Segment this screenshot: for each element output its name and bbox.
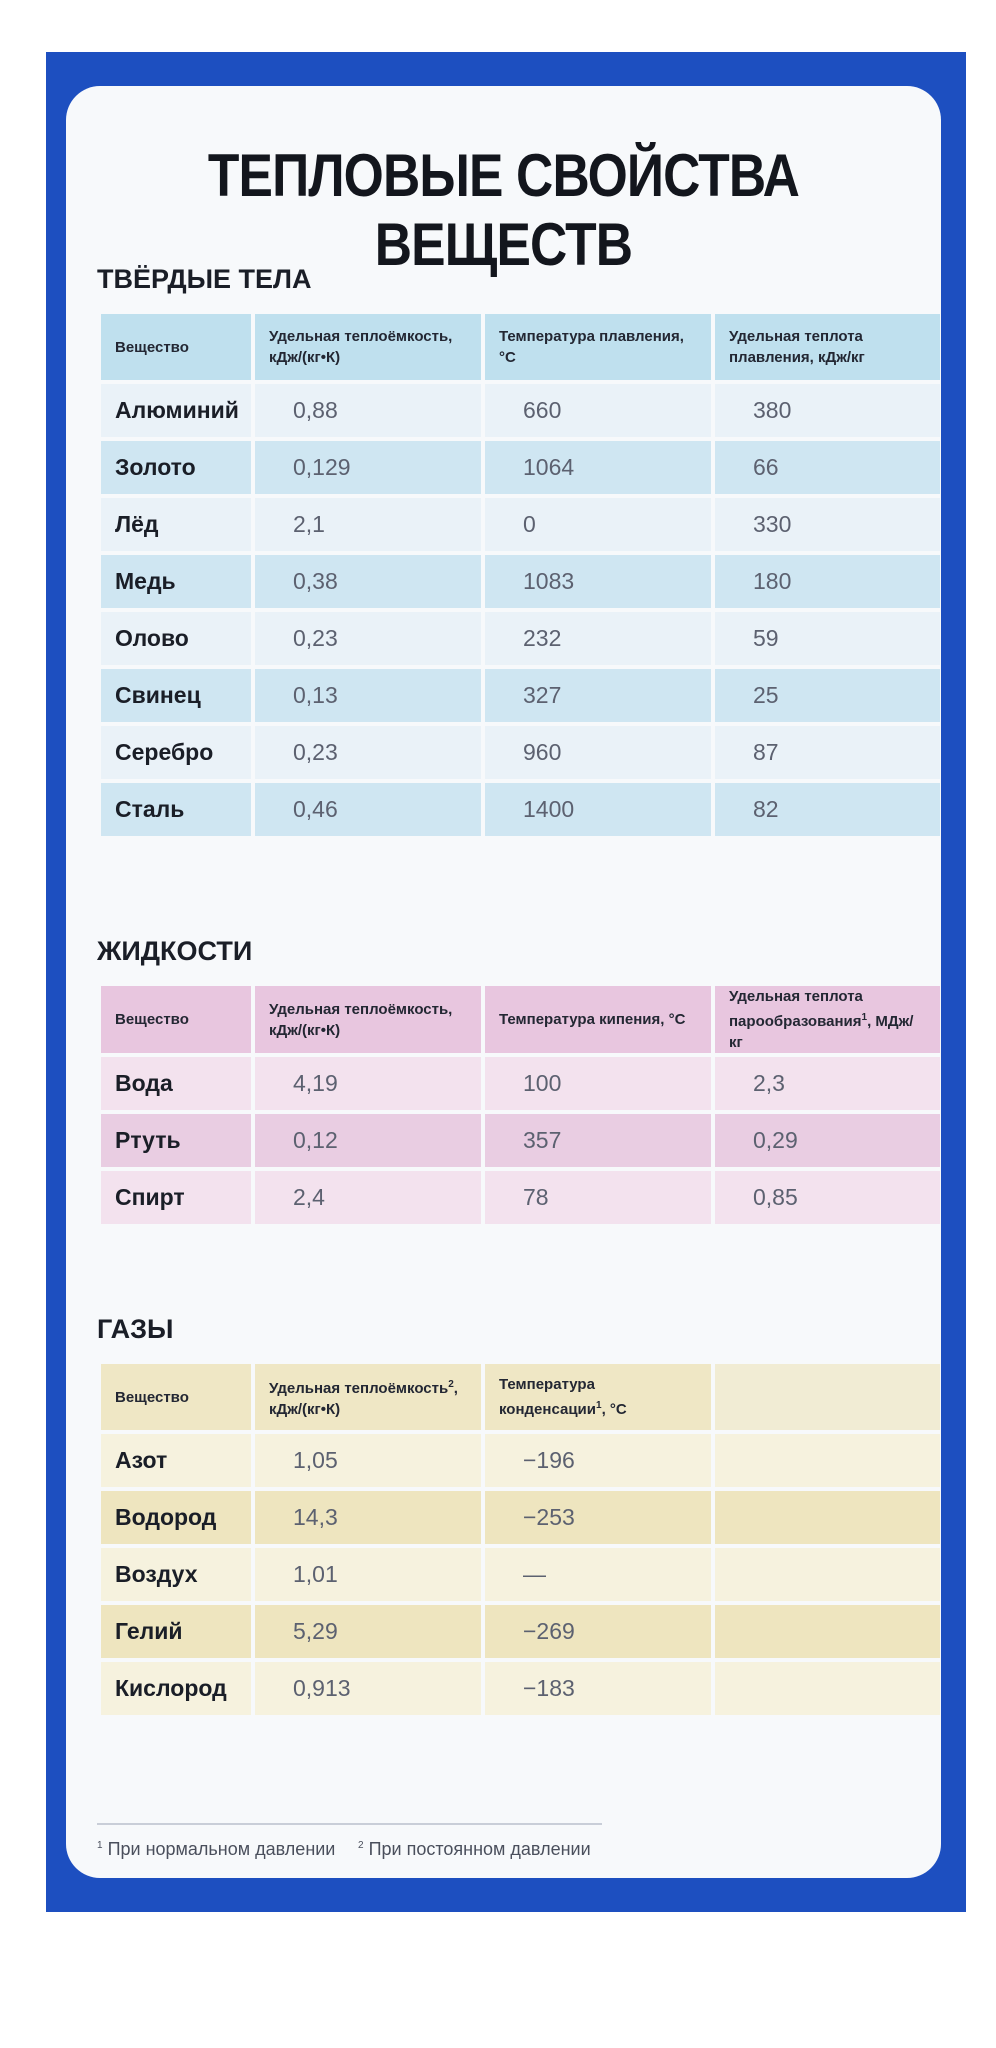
value-cell: 0,23: [255, 612, 481, 665]
table-row: [101, 498, 940, 551]
footnote-divider: [97, 1823, 602, 1825]
value-cell: 4,19: [255, 1057, 481, 1110]
value-cell: 0,29: [715, 1114, 940, 1167]
table-row: [101, 1171, 940, 1224]
footnote-1-mark: 1: [97, 1840, 103, 1851]
table-row: [101, 1662, 940, 1715]
solids-header-row: [101, 314, 940, 380]
solids-col-melting-temp: Температура плавления, °С: [485, 314, 711, 380]
solids-table: [97, 310, 944, 840]
table-row: [101, 1605, 940, 1658]
footnote-2-mark: 2: [358, 1840, 364, 1851]
table-row: [101, 1491, 940, 1544]
substance-name: Золото: [101, 441, 251, 494]
substance-name: Свинец: [101, 669, 251, 722]
gases-col-heat-capacity: [255, 1364, 481, 1430]
substance-name: Кислород: [101, 1662, 251, 1715]
gases-body: [101, 1434, 940, 1715]
footnote-1: [97, 1839, 335, 1860]
value-cell: 0,13: [255, 669, 481, 722]
solids-heading: ТВЁРДЫЕ ТЕЛА: [97, 264, 312, 294]
value-cell: −269: [485, 1605, 711, 1658]
value-cell: −183: [485, 1662, 711, 1715]
solids-col-fusion-heat: Удельная теплота плавления, кДж/кг: [715, 314, 940, 380]
gas-heat-label: Удельная теплоёмкость: [269, 1380, 449, 1397]
footnote-2: [358, 1839, 591, 1860]
solids-col-substance: Вещество: [101, 314, 251, 380]
liquids-heading: ЖИДКОСТИ: [97, 936, 253, 966]
value-cell: 0,23: [255, 726, 481, 779]
gas-heat-footnote-mark: 2: [448, 1379, 454, 1390]
value-cell: 0,913: [255, 1662, 481, 1715]
gases-col-condensation-temp: [485, 1364, 711, 1430]
empty-cell: [715, 1605, 940, 1658]
table-row: [101, 1434, 940, 1487]
liquids-header-row: [101, 986, 940, 1053]
value-cell: 0,85: [715, 1171, 940, 1224]
gases-header-row: [101, 1364, 940, 1430]
table-row: [101, 1057, 940, 1110]
vaporization-label: Удельная теплота парообразования: [729, 988, 863, 1030]
value-cell: 14,3: [255, 1491, 481, 1544]
condensation-label: Температура конденсации: [499, 1376, 596, 1418]
substance-name: Сталь: [101, 783, 251, 836]
empty-cell: [715, 1548, 940, 1601]
value-cell: 1400: [485, 783, 711, 836]
value-cell: 0,38: [255, 555, 481, 608]
value-cell: 78: [485, 1171, 711, 1224]
value-cell: 0,129: [255, 441, 481, 494]
value-cell: 5,29: [255, 1605, 481, 1658]
table-row: [101, 783, 940, 836]
table-row: [101, 384, 940, 437]
value-cell: 180: [715, 555, 940, 608]
table-row: [101, 612, 940, 665]
value-cell: 59: [715, 612, 940, 665]
value-cell: 0,88: [255, 384, 481, 437]
substance-name: Лёд: [101, 498, 251, 551]
vaporization-footnote-mark: 1: [861, 1012, 868, 1023]
condensation-footnote-mark: 1: [596, 1400, 602, 1411]
value-cell: 330: [715, 498, 940, 551]
liquids-table: [97, 982, 944, 1228]
substance-name: Медь: [101, 555, 251, 608]
value-cell: 0: [485, 498, 711, 551]
solids-col-heat-capacity: Удельная теплоёмкость, кДж/(кг•К): [255, 314, 481, 380]
value-cell: 2,1: [255, 498, 481, 551]
value-cell: —: [485, 1548, 711, 1601]
value-cell: 87: [715, 726, 940, 779]
substance-name: Алюминий: [101, 384, 251, 437]
substance-name: Водород: [101, 1491, 251, 1544]
value-cell: 66: [715, 441, 940, 494]
value-cell: 2,4: [255, 1171, 481, 1224]
value-cell: −253: [485, 1491, 711, 1544]
table-row: [101, 1114, 940, 1167]
value-cell: 2,3: [715, 1057, 940, 1110]
value-cell: 1064: [485, 441, 711, 494]
value-cell: 25: [715, 669, 940, 722]
substance-name: Серебро: [101, 726, 251, 779]
substance-name: Ртуть: [101, 1114, 251, 1167]
empty-cell: [715, 1434, 940, 1487]
footnote-1-text: При нормальном давлении: [107, 1839, 336, 1859]
value-cell: 327: [485, 669, 711, 722]
gas-heat-unit: , кДж/(кг•К): [269, 1380, 458, 1418]
value-cell: 0,46: [255, 783, 481, 836]
gases-table: [97, 1360, 944, 1719]
liquids-col-substance: Вещество: [101, 986, 251, 1053]
value-cell: 380: [715, 384, 940, 437]
solids-body: [101, 384, 940, 836]
footnote-2-text: При постоянном давлении: [368, 1839, 591, 1859]
value-cell: 960: [485, 726, 711, 779]
liquids-col-boiling-temp: Температура кипения, °С: [485, 986, 711, 1053]
liquids-col-vaporization-heat: [715, 986, 940, 1053]
substance-name: Спирт: [101, 1171, 251, 1224]
value-cell: 1,05: [255, 1434, 481, 1487]
substance-name: Азот: [101, 1434, 251, 1487]
value-cell: 100: [485, 1057, 711, 1110]
value-cell: 1083: [485, 555, 711, 608]
gases-col-substance: Вещество: [101, 1364, 251, 1430]
poster-panel: [66, 86, 941, 1878]
liquids-body: [101, 1057, 940, 1224]
liquids-col-heat-capacity: Удельная теплоёмкость, кДж/(кг•К): [255, 986, 481, 1053]
table-row: [101, 726, 940, 779]
substance-name: Вода: [101, 1057, 251, 1110]
table-row: [101, 669, 940, 722]
gases-col-empty: [715, 1364, 940, 1430]
value-cell: −196: [485, 1434, 711, 1487]
value-cell: 232: [485, 612, 711, 665]
poster-title: ТЕПЛОВЫЕ СВОЙСТВА ВЕЩЕСТВ: [207, 142, 800, 278]
substance-name: Гелий: [101, 1605, 251, 1658]
table-row: [101, 441, 940, 494]
value-cell: 82: [715, 783, 940, 836]
value-cell: 0,12: [255, 1114, 481, 1167]
value-cell: 660: [485, 384, 711, 437]
value-cell: 357: [485, 1114, 711, 1167]
substance-name: Олово: [101, 612, 251, 665]
empty-cell: [715, 1491, 940, 1544]
condensation-unit: , °С: [601, 1401, 627, 1418]
value-cell: 1,01: [255, 1548, 481, 1601]
table-row: [101, 1548, 940, 1601]
gases-heading: ГАЗЫ: [97, 1314, 174, 1344]
empty-cell: [715, 1662, 940, 1715]
table-row: [101, 555, 940, 608]
substance-name: Воздух: [101, 1548, 251, 1601]
vaporization-unit: , МДж/кг: [729, 1013, 914, 1051]
